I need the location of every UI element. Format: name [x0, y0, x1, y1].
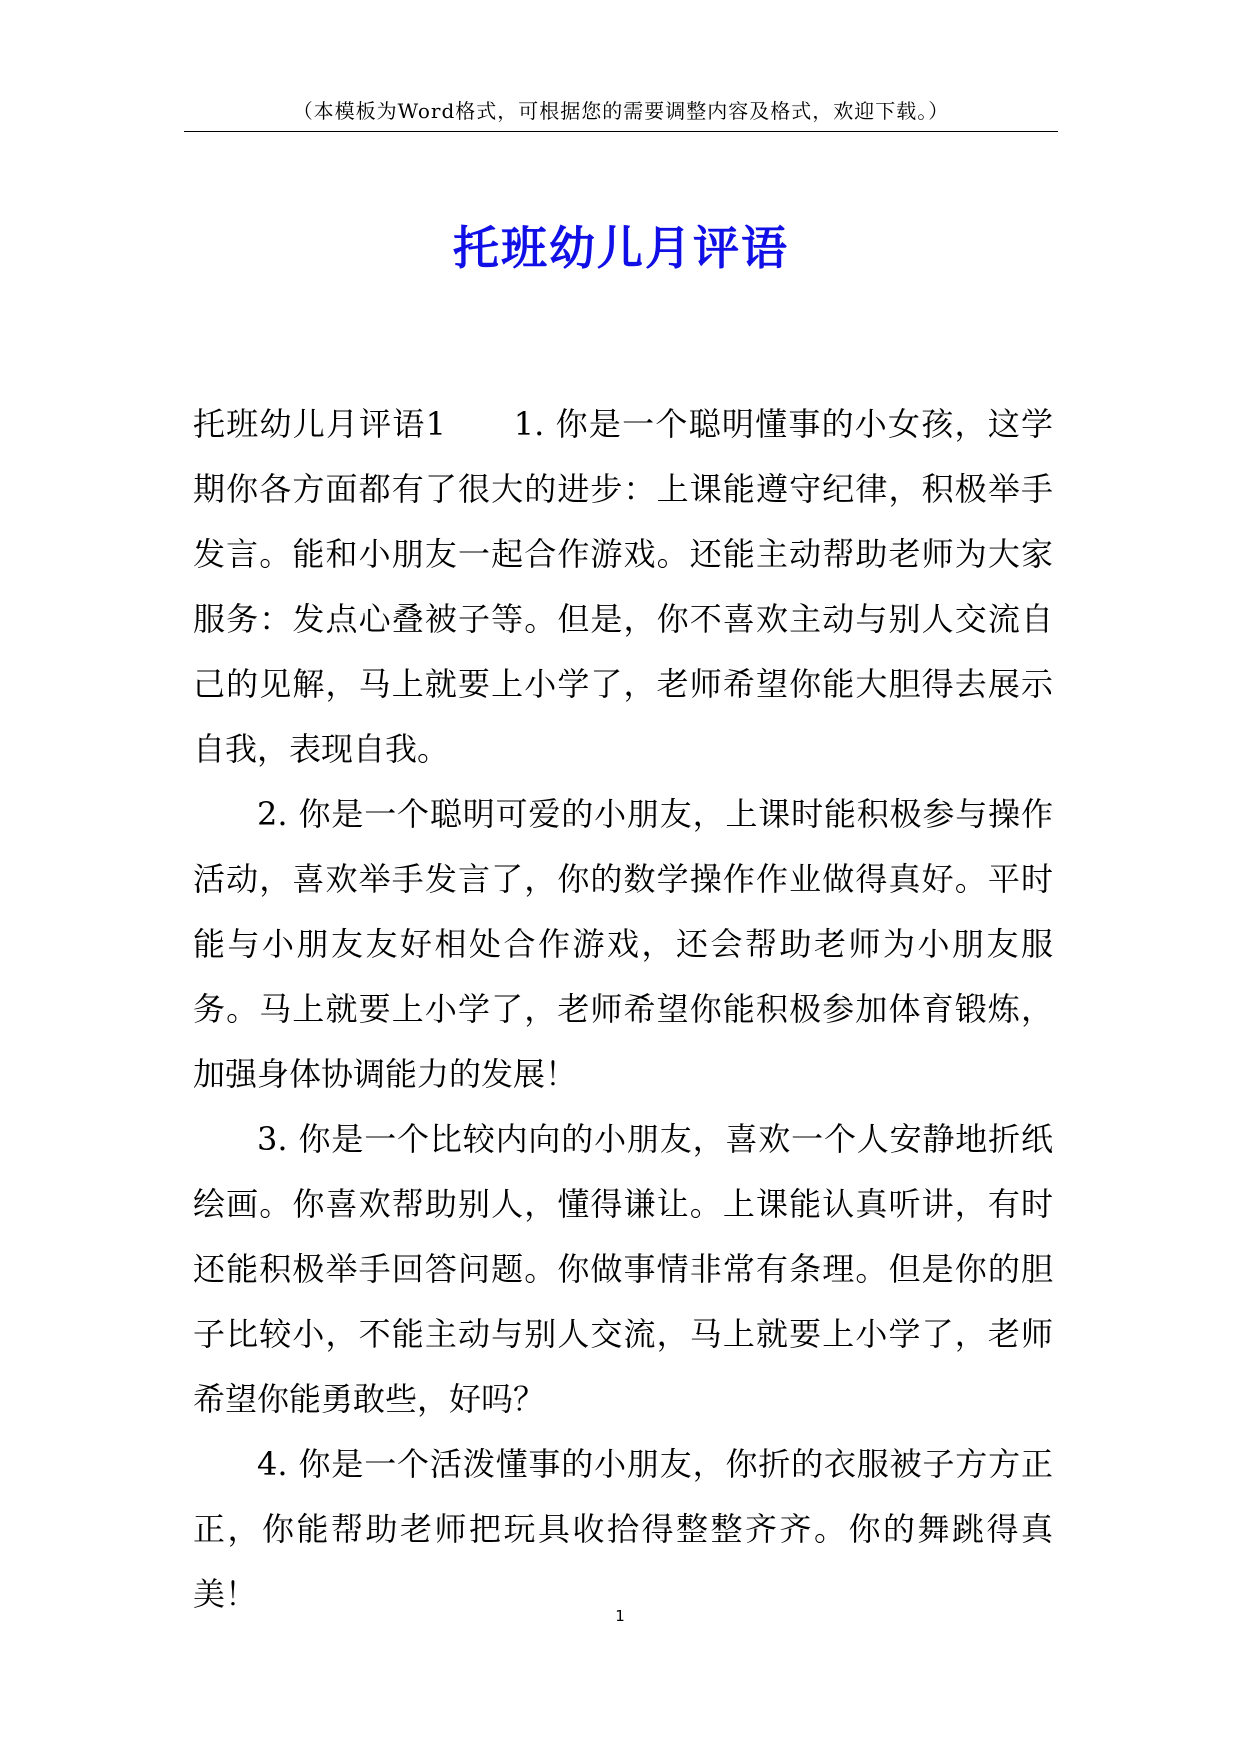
page-number: 1	[615, 1607, 625, 1625]
template-note: （本模板为Word格式，可根据您的需要调整内容及格式，欢迎下载。）	[292, 99, 950, 123]
document-title: 托班幼儿月评语	[453, 221, 789, 275]
paragraph-2: 2. 你是一个聪明可爱的小朋友，上课时能积极参与操作活动，喜欢举手发言了，你的数学操作作业做得真好。平时能与小朋友友好相处合作游戏，还会帮助老师为小朋友服务。马上就要上小学了，老师希望你能积极参加体育锻炼，加强身体协调能力的发展！	[193, 795, 1053, 1093]
header-divider	[184, 131, 1058, 132]
paragraph-3: 3. 你是一个比较内向的小朋友，喜欢一个人安静地折纸绘画。你喜欢帮助别人，懂得谦让。上课能认真听讲，有时还能积极举手回答问题。你做事情非常有条理。但是你的胆子比较小，不能主动与别人交流，马上就要上小学了，老师希望你能勇敢些，好吗？	[193, 1120, 1053, 1418]
paragraph-1: 托班幼儿月评语1 1. 你是一个聪明懂事的小女孩，这学期你各方面都有了很大的进步：上课能遵守纪律，积极举手发言。能和小朋友一起合作游戏。还能主动帮助老师为大家服务：发点心叠被子等。但是，你不喜欢主动与别人交流自己的见解，马上就要上小学了，老师希望你能大胆得去展示自我，表现自我。	[193, 405, 1053, 768]
paragraph-4: 4. 你是一个活泼懂事的小朋友，你折的衣服被子方方正正，你能帮助老师把玩具收拾得整整齐齐。你的舞跳得真美！	[193, 1445, 1053, 1613]
document-body	[193, 392, 1053, 1627]
